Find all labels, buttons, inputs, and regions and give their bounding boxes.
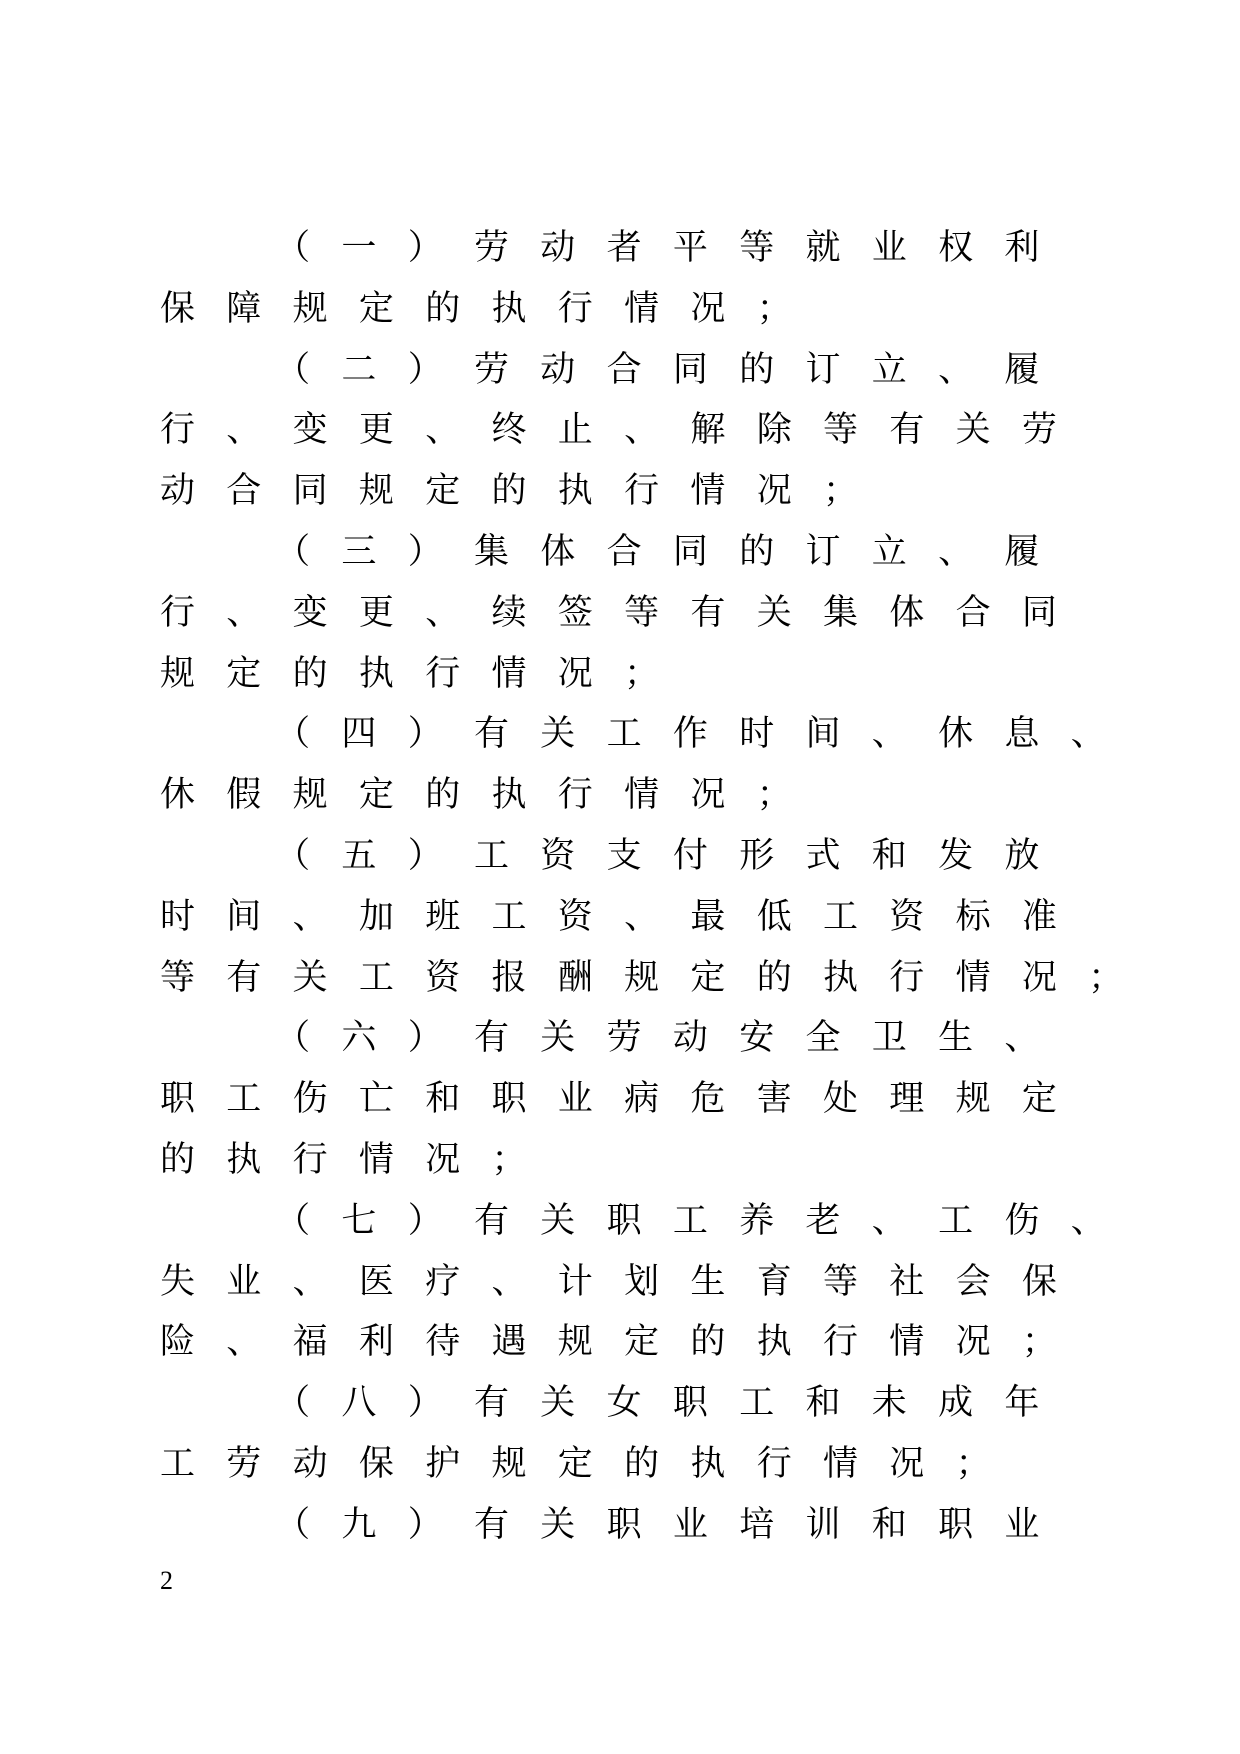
text-line: 行、变更、终止、解除等有关劳: [160, 410, 1089, 451]
text-line: （一）劳动者平等就业权利: [160, 228, 1071, 268]
page-number: 2: [160, 1566, 173, 1595]
text-line: 规定的执行情况；: [160, 653, 691, 694]
text-line: （二）劳动合同的订立、履: [160, 349, 1071, 390]
text-line: 时间、加班工资、最低工资标准: [160, 896, 1089, 937]
text-line: 行、变更、续签等有关集体合同: [160, 592, 1089, 633]
text-line: 动合同规定的执行情况；: [160, 471, 890, 512]
text-line: 险、福利待遇规定的执行情况；: [160, 1322, 1089, 1363]
text-line: （五）工资支付形式和发放: [160, 835, 1071, 876]
text-line: （三）集体合同的订立、履: [160, 531, 1071, 572]
text-line: 失业、医疗、计划生育等社会保: [160, 1261, 1089, 1302]
text-line: 保障规定的执行情况；: [160, 288, 824, 329]
text-line: （七）有关职工养老、工伤、: [160, 1200, 1138, 1241]
document-body: [160, 218, 1155, 1556]
text-line: 的执行情况；: [160, 1139, 558, 1180]
text-line: （六）有关劳动安全卫生、: [160, 1018, 1071, 1059]
text-line: 等有关工资报酬规定的执行情况；: [160, 957, 1155, 998]
text-line: 工劳动保护规定的执行情况；: [160, 1443, 1022, 1484]
text-line: 休假规定的执行情况；: [160, 775, 824, 816]
text-line: （四）有关工作时间、休息、: [160, 714, 1138, 755]
text-line: （九）有关职业培训和职业: [160, 1504, 1071, 1545]
text-line: （八）有关女职工和未成年: [160, 1383, 1071, 1424]
text-line: 职工伤亡和职业病危害处理规定: [160, 1079, 1089, 1120]
